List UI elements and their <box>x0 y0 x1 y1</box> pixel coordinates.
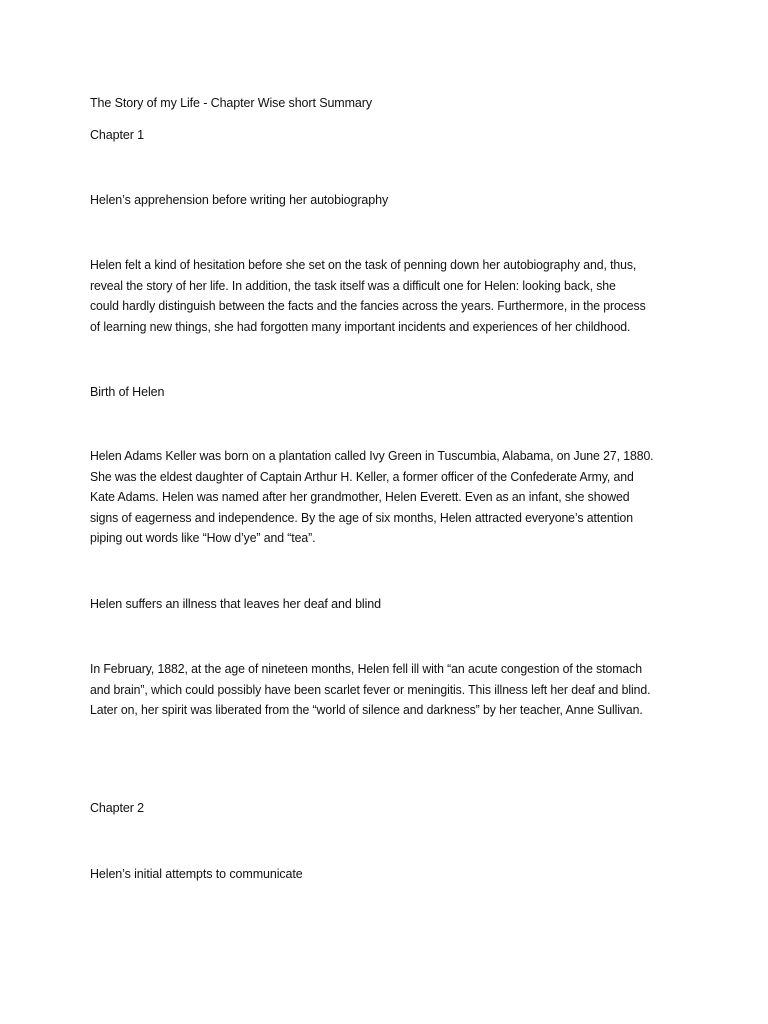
paragraph-line: and brain”, which could possibly have been scarlet fever or meningitis. This illness left her deaf and blind. <box>90 682 651 697</box>
paragraph-line: She was the eldest daughter of Captain Arthur H. Keller, a former officer of the Confederate Army, and <box>90 469 634 484</box>
section-heading-illness: Helen suffers an illness that leaves her deaf and blind <box>90 597 381 611</box>
paragraph-line: piping out words like “How d’ye” and “tea”. <box>90 531 316 545</box>
paragraph-line: could hardly distinguish between the facts and the fancies across the years. Furthermore, in the process <box>90 299 646 313</box>
paragraph-line: signs of eagerness and independence. By the age of six months, Helen attracted everyone’s attention <box>90 510 633 525</box>
paragraph-line: Later on, her spirit was liberated from the “world of silence and darkness” by her teacher, Anne Sullivan. <box>90 703 643 717</box>
paragraph-line: Helen felt a kind of hesitation before she set on the task of penning down her autobiography and, thus, <box>90 258 637 272</box>
paragraph-line: Helen Adams Keller was born on a plantation called Ivy Green in Tuscumbia, Alabama, on June 27, 1880. <box>90 449 654 463</box>
section-heading-birth: Birth of Helen <box>90 385 165 399</box>
paragraph-line: reveal the story of her life. In addition, the task itself was a difficult one for Helen: looking back, she <box>90 278 616 293</box>
chapter-1-heading: Chapter 1 <box>90 128 144 142</box>
paragraph-line: Kate Adams. Helen was named after her grandmother, Helen Everett. Even as an infant, she showed <box>90 490 630 504</box>
document-title: The Story of my Life - Chapter Wise short Summary <box>90 96 372 110</box>
paragraph-birth <box>90 446 700 549</box>
chapter-2-heading: Chapter 2 <box>90 801 144 815</box>
section-heading-communicate: Helen’s initial attempts to communicate <box>90 867 303 881</box>
section-heading-apprehension: Helen’s apprehension before writing her autobiography <box>90 193 389 207</box>
paragraph-illness <box>90 659 700 721</box>
paragraph-line: of learning new things, she had forgotten many important incidents and experiences of her childhood. <box>90 319 631 334</box>
paragraph-apprehension <box>90 255 700 337</box>
paragraph-line: In February, 1882, at the age of nineteen months, Helen fell ill with “an acute congestion of the stomach <box>90 662 642 676</box>
